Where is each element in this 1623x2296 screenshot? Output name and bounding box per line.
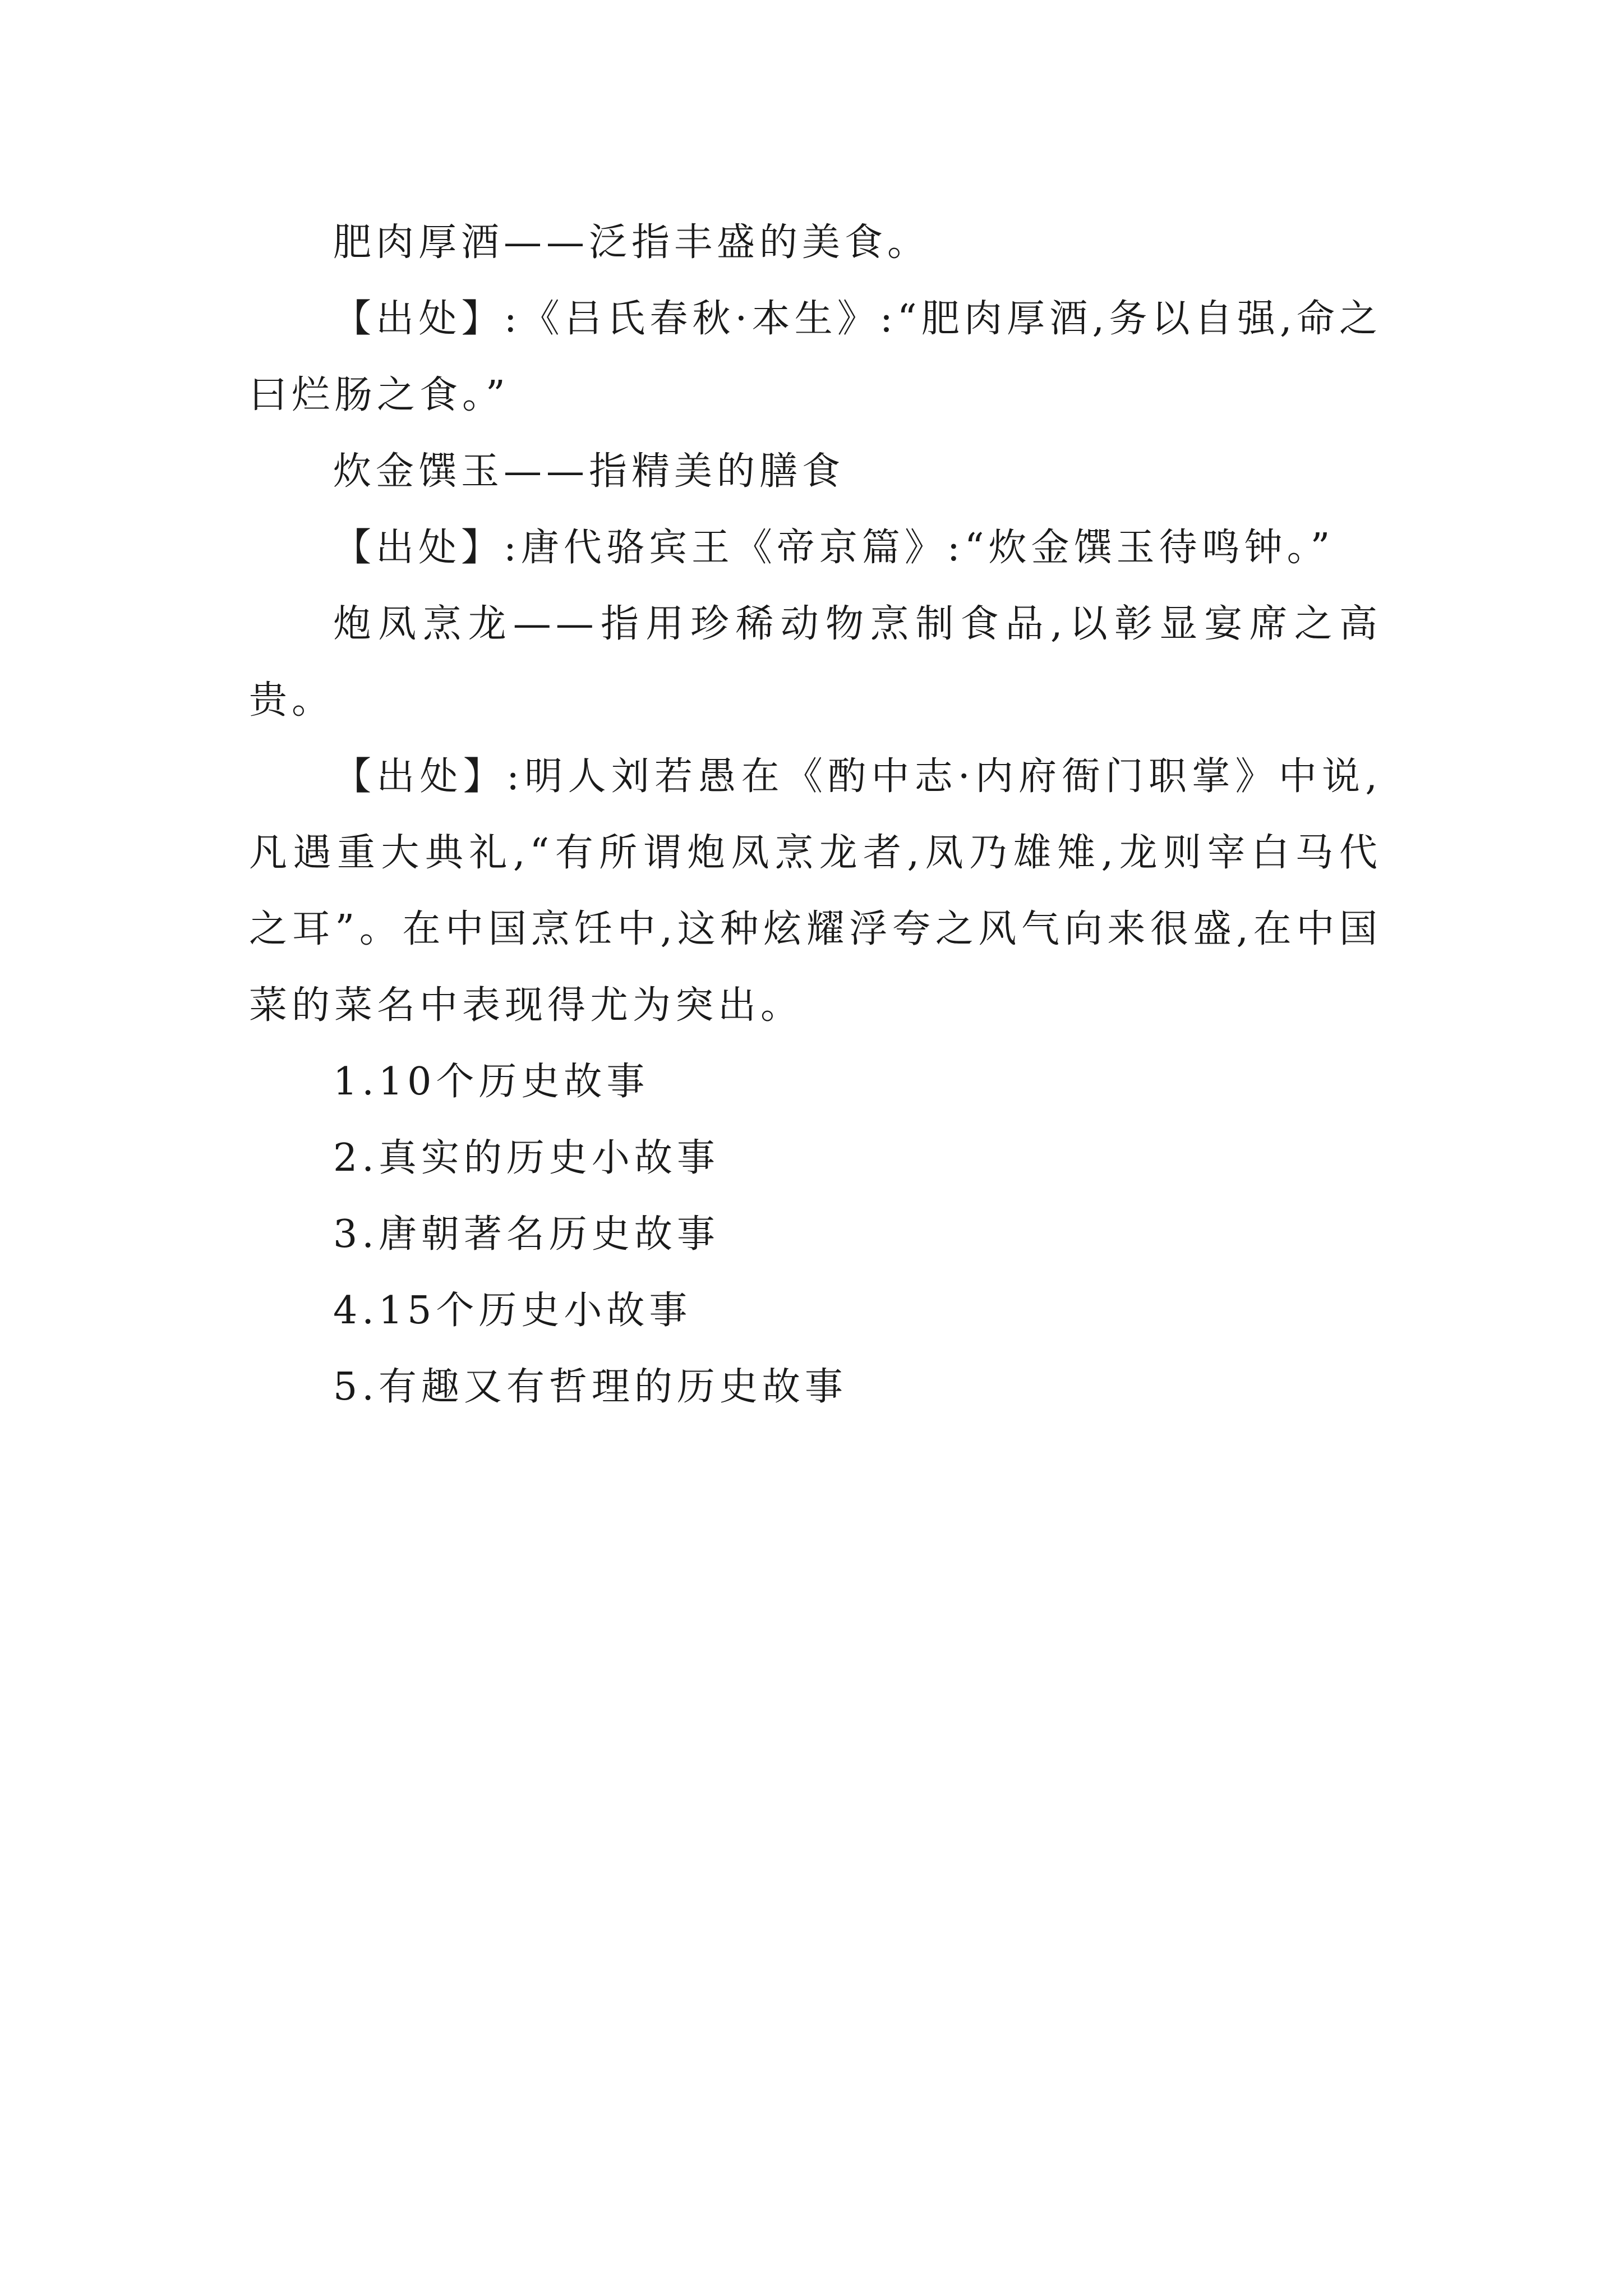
related-article-link[interactable]: 5.有趣又有哲理的历史故事 (333, 1365, 847, 1409)
idiom-source-feirou: 【出处】:《吕氏春秋·本生》:“肥肉厚酒,务以自强,命之曰烂肠之食。” (249, 297, 1382, 417)
related-article-link[interactable]: 3.唐朝著名历史故事 (333, 1212, 720, 1257)
document-body (249, 205, 1382, 1425)
related-articles-list (249, 1044, 1382, 1425)
idiom-entry-chuijin: 炊金馔玉——指精美的膳食 (333, 449, 845, 494)
idiom-entry-paofeng: 炮凤烹龙——指用珍稀动物烹制食品,以彰显宴席之高贵。 (249, 602, 1382, 723)
related-article-link[interactable]: 4.15个历史小故事 (333, 1289, 692, 1333)
idiom-source-chuijin: 【出处】:唐代骆宾王《帝京篇》:“炊金馔玉待鸣钟。” (333, 526, 1335, 570)
idiom-source-paofeng: 【出处】:明人刘若愚在《酌中志·内府衙门职掌》中说,凡遇重大典礼,“有所谓炮凤烹龙者,凤乃雄雉,龙则宰白马代之耳”。在中国烹饪中,这种炫耀浮夸之风气向来很盛,在中国菜的菜名中表现得尤为突出。 (249, 754, 1382, 1028)
idiom-entry-feirou: 肥肉厚酒——泛指丰盛的美食。 (333, 220, 930, 265)
related-article-link[interactable]: 1.10个历史故事 (333, 1060, 649, 1104)
related-article-link[interactable]: 2.真实的历史小故事 (333, 1136, 720, 1180)
